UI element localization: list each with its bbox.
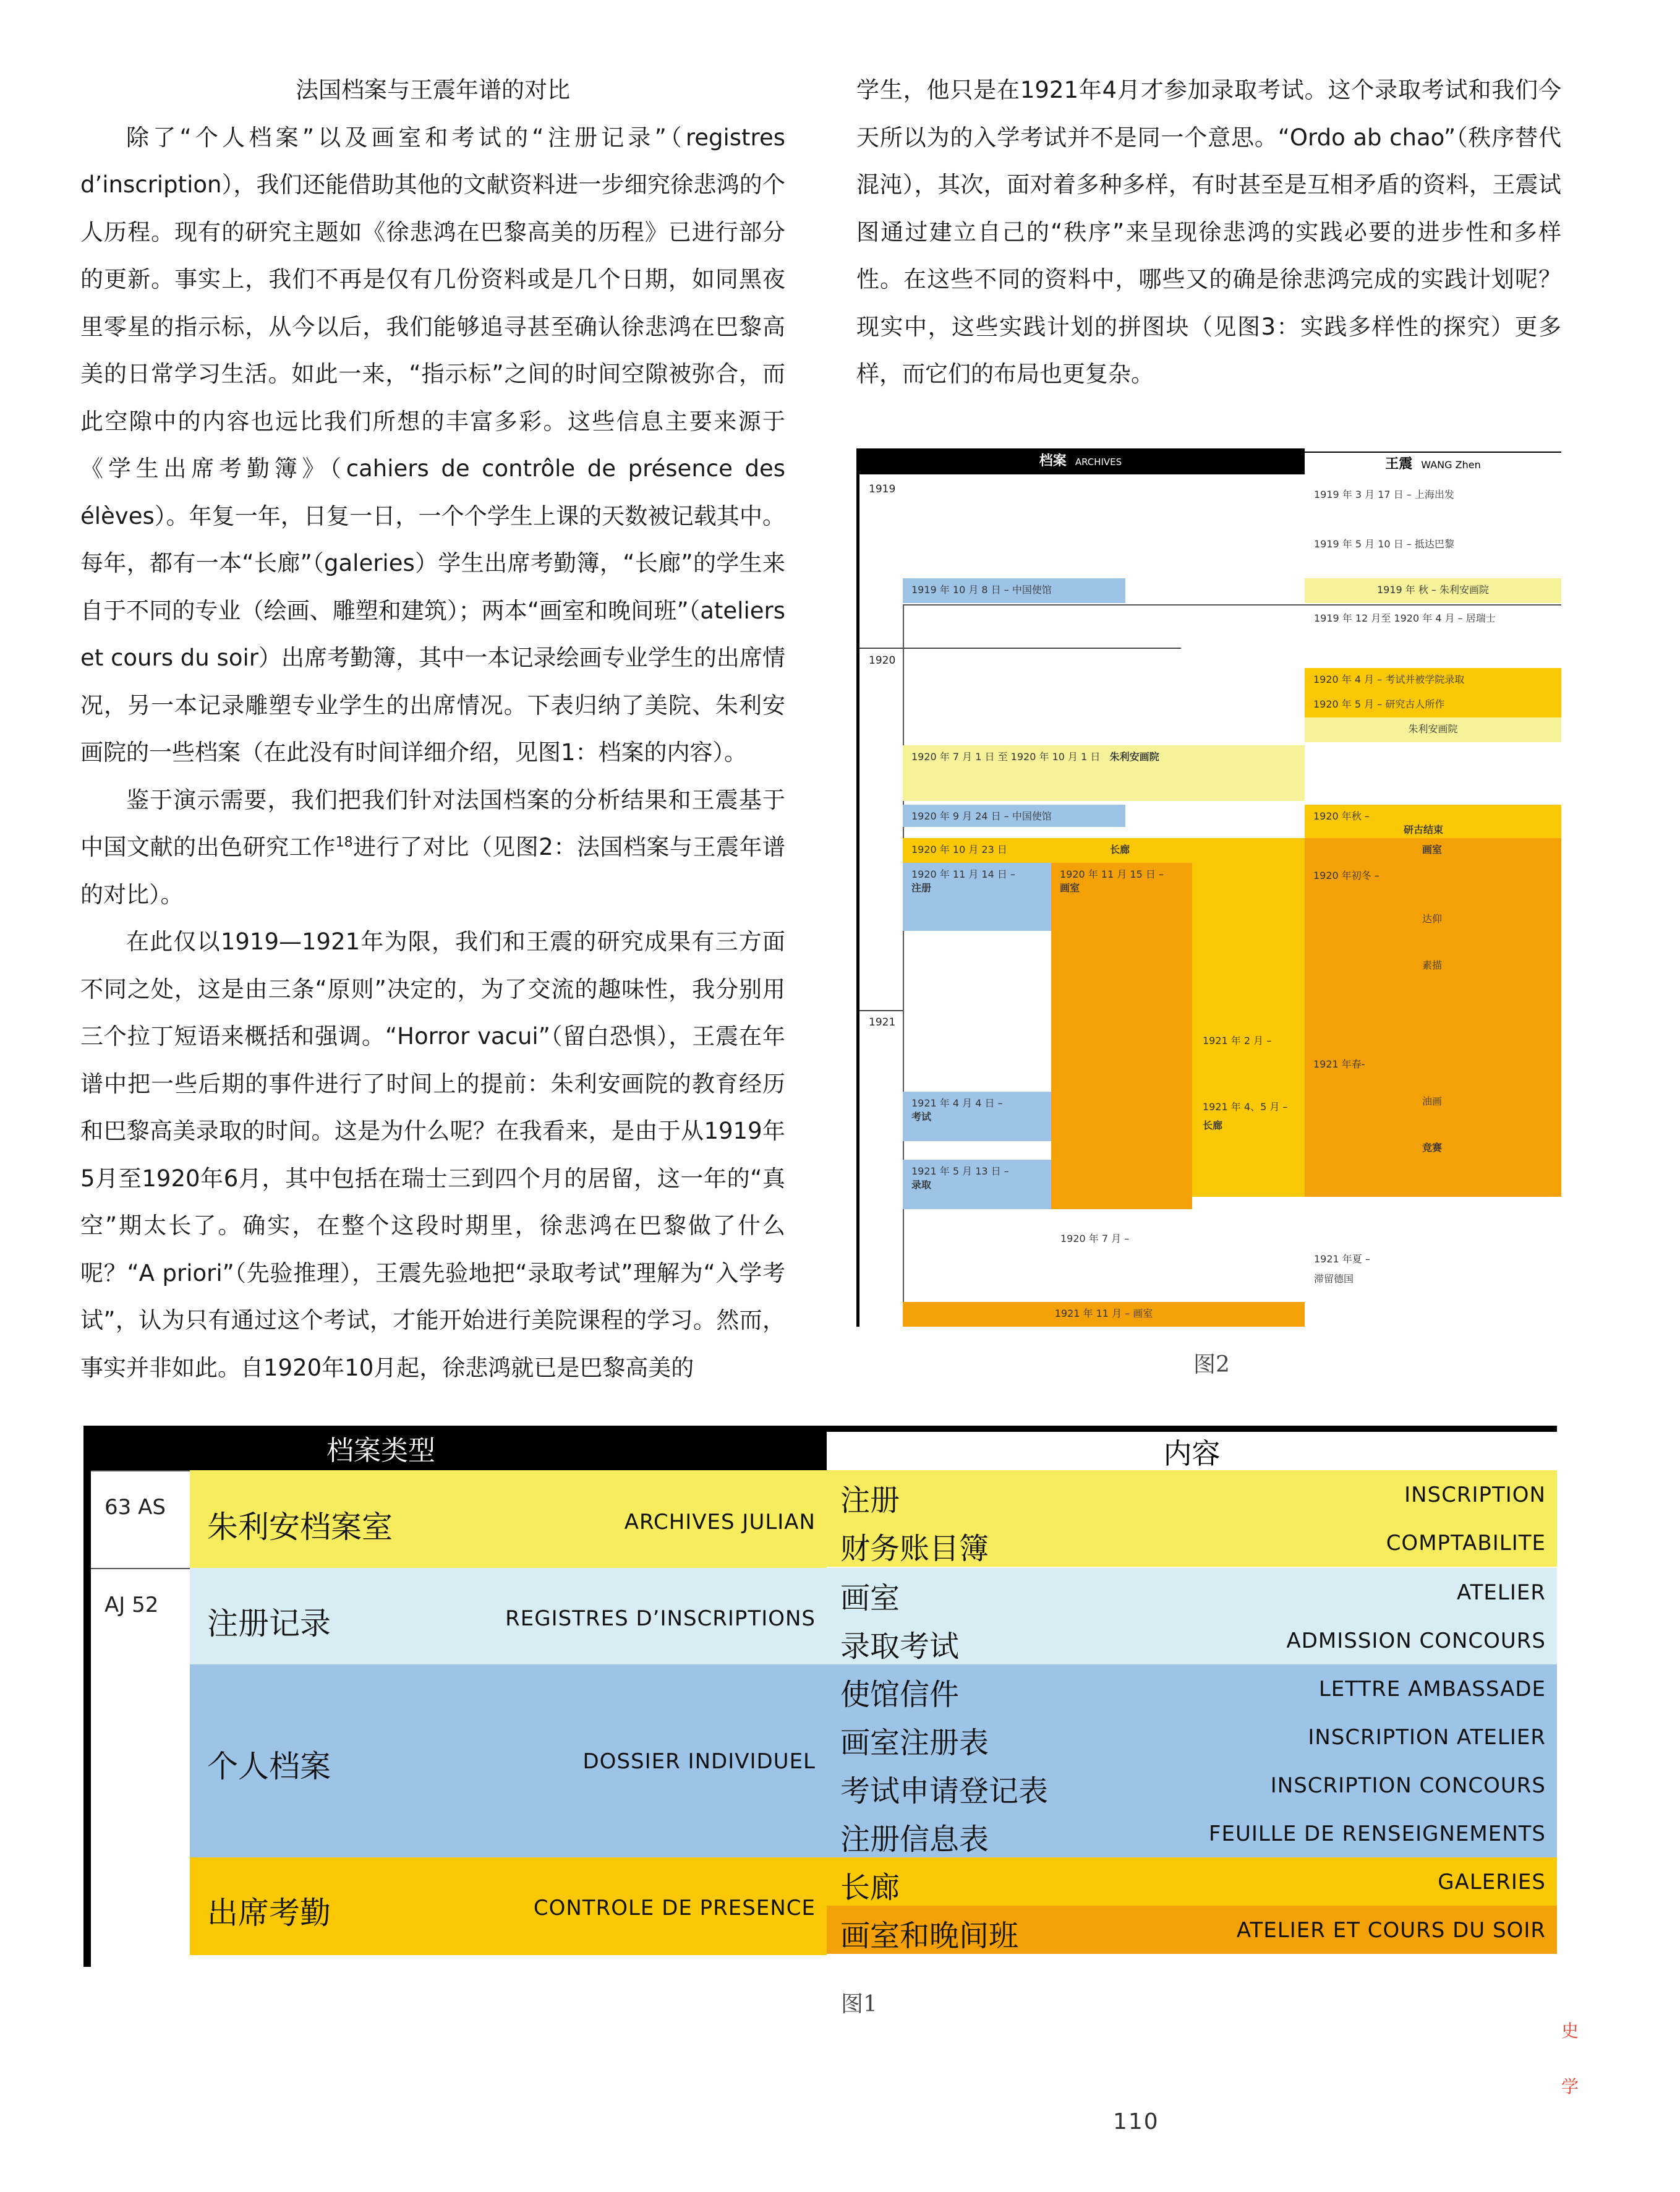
content-fr: COMPTABILITE (1386, 1531, 1546, 1556)
paragraph: 除了“个人档案”以及画室和考试的“注册记录”（registres d’inscription），我们还能借助其他的文献资料进一步细究徐悲鸿的个人历程。现有的研究主题如《徐悲鸿在巴黎高美的历程》已进行部分的更新。事实上，我们不再是仅有几份资料或是几个日期，如同黑夜里零星的指示标，从今以后，我们能够追寻甚至确认徐悲鸿在巴黎高美的日常学习生活。如此一来，“指示标”之间的时间空隙被弥合，而此空隙中的内容也远比我们所想的丰富多彩。这些信息主要来源于《学生出席考勤簿》（cahiers de contrôle de présence des élèves）。年复一年，日复一日，一个个学生上课的天数被记载其中。每年，都有一本“长廊”（galeries）学生出席考勤簿，“长廊”的学生来自于不同的专业（绘画、雕塑和建筑）；两本“画室和晚间班”（ateliers et cours du soir）出席考勤簿，其中一本记录绘画专业学生的出席情况，另一本记录雕塑专业学生的出席情况。下表归纳了美院、朱利安画院的一些档案（在此没有时间详细介绍，见图1：档案的内容）。 (80, 124, 785, 766)
wang-block: 朱利安画院 (1305, 717, 1561, 742)
block-date: 1921 年 4、5 月 – (1203, 1101, 1288, 1113)
paragraph: 学生，他只是在1921年4月才参加录取考试。这个录取考试和我们今天所以为的入学考试并不是同一个意思。“Ordo ab chao”（秩序替代混沌），其次，面对着多种多样，有时甚至是互相矛盾的资料，王震试图通过建立自己的“秩序”来呈现徐悲鸿的实践必要的进步性和多样性。在这些不同的资料中，哪些又的确是徐悲鸿完成的实践计划呢？现实中，这些实践计划的拼图块（见图3：实践多样性的探究）更多样，而它们的布局也更复杂。 (856, 77, 1561, 387)
page-number: 110 (1113, 2109, 1159, 2134)
archive-label (1203, 1098, 1287, 1135)
footnote-ref[interactable]: 18 (335, 834, 353, 850)
wang-block (1305, 805, 1561, 838)
block-label: 长廊 (1203, 1120, 1223, 1131)
wang-block: 1919 年 秋 – 朱利安画院 (1305, 578, 1561, 603)
content-zh: 财务账目簿 (840, 1531, 989, 1566)
content-row (827, 1470, 1557, 1518)
content-zh: 考试申请登记表 (840, 1774, 1049, 1809)
wang-block: 1920 年 4 月 – 考试并被学院录取 (1305, 668, 1561, 693)
type-fr: CONTROLE DE PRESENCE (533, 1896, 816, 1920)
type-zh: 注册记录 (207, 1606, 331, 1642)
figure-2-timeline (856, 448, 1561, 1327)
block-date: 1920 年秋 – (1313, 810, 1370, 822)
content-fr: ATELIER (1457, 1580, 1546, 1605)
content-row (827, 1664, 1557, 1713)
content-row (827, 1906, 1557, 1954)
paragraph-text: 鉴于演示需要，我们把我们针对法国档案的分析结果和王震基于中国文献的出色研究工作 (80, 786, 785, 860)
content-fr: INSCRIPTION ATELIER (1308, 1725, 1546, 1750)
content-zh: 注册信息表 (840, 1822, 989, 1857)
header-wang (1305, 452, 1561, 476)
code-label: 63 AS (104, 1495, 166, 1520)
code-divider (91, 1568, 190, 1569)
type-zh: 个人档案 (207, 1749, 331, 1784)
content-fr: LETTRE AMBASSADE (1318, 1677, 1546, 1702)
block-label: 研古结束 (1404, 824, 1444, 836)
year-label: 1920 (869, 654, 896, 667)
top-rule (83, 1426, 1557, 1432)
archive-block: 1921 年 11 月 – 画室 (903, 1302, 1305, 1327)
content-zh: 长廊 (840, 1870, 900, 1905)
block-label: 考试 (911, 1111, 932, 1123)
block-label: 素描 (1422, 959, 1443, 971)
block-label: 画室 (1060, 882, 1080, 894)
paragraph-text: 进行了对比（见图2：法国档案与王震年谱的对比）。 (80, 834, 785, 908)
type-row (190, 1664, 827, 1857)
code-label: AJ 52 (104, 1593, 159, 1617)
archive-block (903, 745, 1305, 801)
right-column (856, 67, 1561, 398)
header-content: 内容 (827, 1437, 1557, 1470)
content-row (827, 1713, 1557, 1761)
figure-2-caption: 图2 (1193, 1352, 1230, 1377)
archive-block: 1920 年 9 月 24 日 – 中国使馆 (903, 805, 1125, 827)
content-fr: ADMISSION CONCOURS (1286, 1629, 1546, 1653)
type-zh: 出席考勤 (207, 1895, 331, 1931)
block-label: 注册 (911, 882, 932, 894)
block-date: 1920 年 11 月 14 日 – (911, 868, 1015, 880)
type-fr: ARCHIVES JULIAN (624, 1510, 816, 1535)
content-row (827, 1761, 1557, 1809)
wang-label: 1919 年 3 月 17 日 – 上海出发 (1314, 489, 1454, 500)
header-archives (856, 448, 1305, 474)
block-date: 1920 年 11 月 15 日 – (1060, 868, 1164, 880)
year-divider (859, 1010, 903, 1011)
spine-bar (83, 1470, 91, 1967)
side-mark: 史 (1561, 2021, 1579, 2041)
wang-label: 1919 年 5 月 10 日 – 抵达巴黎 (1314, 538, 1454, 550)
paragraph (80, 777, 785, 919)
content-row (827, 1857, 1557, 1906)
header-archives-en: ARCHIVES (1075, 456, 1122, 468)
content-zh: 录取考试 (840, 1629, 960, 1664)
figure-1-table (83, 1426, 1557, 1967)
block-date: 1920 年 7 月 1 日 至 1920 年 10 月 1 日 (911, 751, 1101, 763)
header-type (83, 1432, 827, 1470)
content-zh: 注册 (840, 1483, 900, 1518)
code-divider (91, 1470, 190, 1471)
block-date: 1921 年 5 月 13 日 – (911, 1165, 1009, 1177)
year-label: 1921 (869, 1016, 896, 1029)
block-label: 朱利安画院 (1109, 751, 1159, 763)
content-row (827, 1518, 1557, 1567)
content-row (827, 1568, 1557, 1616)
archive-block (903, 838, 1305, 863)
content-row (827, 1616, 1557, 1664)
block-label: 油画 (1422, 1095, 1443, 1107)
paragraph: 在此仅以1919—1921年为限，我们和王震的研究成果有三方面不同之处，这是由三条“原则”决定的，为了交流的趣味性，我分别用三个拉丁短语来概括和强调。“Horror vacui”（留白恐惧），王震在年谱中把一些后期的事件进行了时间上的提前：朱利安画院的教育经历和巴黎高美录取的时间。这是为什么呢？在我看来，是由于从1919年5月至1920年6月，其中包括在瑞士三到四个月的居留，这一年的“真空”期太长了。确实，在整个这段时期里，徐悲鸿在巴黎做了什么呢？“A priori”（先验推理），王震先验地把“录取考试”理解为“入学考试”，认为只有通过这个考试，才能开始进行美院课程的学习。然而，事实并非如此。自1920年10月起，徐悲鸿就已是巴黎高美的 (80, 928, 785, 1381)
header-archives-zh: 档案 (1039, 453, 1067, 469)
archive-label: 1921 年 2 月 – (1203, 1035, 1272, 1047)
archive-block (903, 863, 1051, 931)
archive-block (903, 1092, 1051, 1141)
block-date: 1921 年 4 月 4 日 – (911, 1097, 1003, 1109)
content-zh: 使馆信件 (840, 1677, 960, 1712)
type-row (190, 1857, 827, 1955)
wang-label: 1919 年 12 月至 1920 年 4 月 – 居瑞士 (1314, 612, 1496, 624)
archive-block (903, 1160, 1051, 1209)
block-label: 画室 (1422, 844, 1443, 855)
wang-block (1305, 838, 1561, 1197)
content-fr: FEUILLE DE RENSEIGNEMENTS (1208, 1822, 1546, 1846)
header-wang-zh: 王震 (1385, 456, 1413, 472)
figure-1-caption: 图1 (841, 1992, 877, 2017)
content-fr: INSCRIPTION (1404, 1483, 1546, 1507)
type-row (190, 1470, 827, 1568)
archive-label: 1920 年 7 月 – (1060, 1233, 1130, 1244)
side-mark: 学 (1561, 2076, 1579, 2097)
content-fr: GALERIES (1438, 1870, 1546, 1894)
type-fr: DOSSIER INDIVIDUEL (582, 1749, 816, 1774)
wang-label: 1921 年夏 – (1314, 1253, 1370, 1265)
type-zh: 朱利安档案室 (207, 1509, 393, 1545)
year-divider (859, 648, 1181, 649)
archive-block: 1919 年 10 月 8 日 – 中国使馆 (903, 578, 1125, 603)
block-date: 1921 年春- (1313, 1058, 1365, 1070)
connector-line (903, 604, 904, 1327)
header-type-label: 档案类型 (326, 1435, 435, 1466)
content-zh: 画室和晚间班 (840, 1919, 1019, 1953)
left-column (80, 67, 785, 1392)
block-label: 长廊 (1110, 844, 1130, 855)
archive-block (1051, 863, 1192, 1209)
block-label: 达仰 (1422, 913, 1443, 925)
content-zh: 画室 (840, 1581, 900, 1616)
wang-label: 滞留德国 (1314, 1273, 1354, 1285)
axis-bar (856, 474, 859, 1327)
block-label: 录取 (911, 1179, 932, 1191)
wang-block: 1920 年 5 月 – 研究古人所作 (1305, 693, 1561, 717)
type-fr: REGISTRES D’INSCRIPTIONS (505, 1606, 816, 1631)
header-wang-en: WANG Zhen (1421, 459, 1481, 471)
block-date: 1920 年初冬 – (1313, 870, 1379, 881)
content-fr: ATELIER ET COURS DU SOIR (1236, 1918, 1546, 1943)
section-heading: 法国档案与王震年谱的对比 (296, 77, 570, 103)
type-row (190, 1568, 827, 1664)
year-label: 1919 (869, 483, 896, 495)
content-zh: 画室注册表 (840, 1726, 989, 1760)
block-date: 1920 年 10 月 23 日 (911, 844, 1007, 855)
content-row (827, 1809, 1557, 1857)
connector-line (903, 604, 1561, 606)
content-fr: INSCRIPTION CONCOURS (1270, 1773, 1546, 1798)
block-label: 竞赛 (1422, 1142, 1443, 1154)
